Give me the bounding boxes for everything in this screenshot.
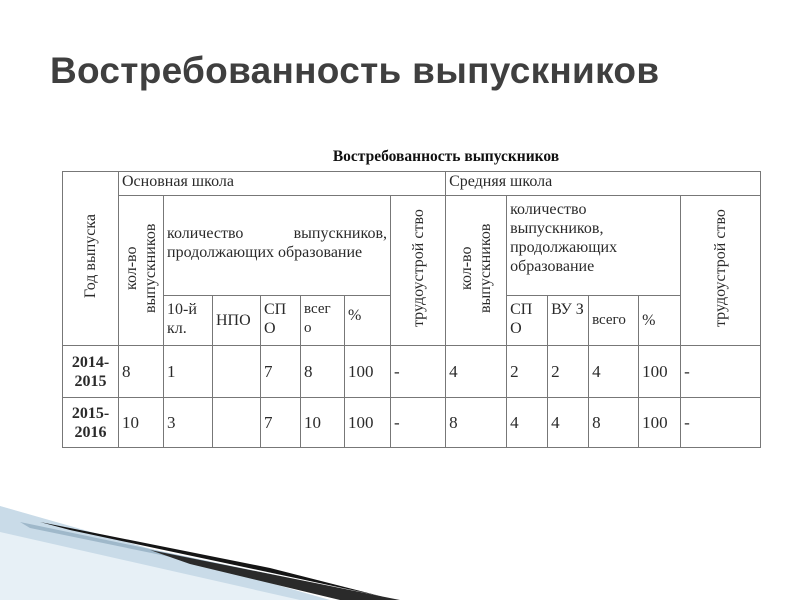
- year-header: Год выпуска: [63, 172, 119, 346]
- cell: 100: [345, 346, 391, 398]
- row-year: 2014-2015: [63, 346, 119, 398]
- cell: 1: [164, 346, 213, 398]
- cell: 4: [446, 346, 507, 398]
- cell: -: [391, 398, 446, 448]
- basic-sub-10th: 10-й кл.: [164, 296, 213, 346]
- cell: 3: [164, 398, 213, 448]
- basic-employed-header: трудоустрой ство: [391, 196, 446, 346]
- basic-sub-spo: СП О: [261, 296, 301, 346]
- cell: -: [681, 398, 761, 448]
- graduates-table: [62, 171, 761, 448]
- cell: 2: [548, 346, 589, 398]
- secondary-continuing-header: количество выпускников, продолжающих образование: [507, 196, 681, 296]
- cell: 7: [261, 398, 301, 448]
- cell: 100: [639, 398, 681, 448]
- basic-sub-percent: %: [345, 296, 391, 346]
- cell: 10: [301, 398, 345, 448]
- basic-continuing-header: количество выпускников, продолжающих образование: [164, 196, 391, 296]
- cell: 100: [345, 398, 391, 448]
- basic-school-header: Основная школа: [119, 172, 446, 196]
- basic-count-header: кол-во выпускников: [119, 196, 164, 346]
- cell: 8: [301, 346, 345, 398]
- cell: 8: [446, 398, 507, 448]
- cell: 8: [119, 346, 164, 398]
- cell: -: [391, 346, 446, 398]
- secondary-sub-vuz: ВУ З: [548, 296, 589, 346]
- cell: 4: [589, 346, 639, 398]
- scanned-table-image: [62, 148, 760, 454]
- secondary-count-header: кол-во выпускников: [446, 196, 507, 346]
- slide-title: Востребованность выпускников: [50, 50, 660, 91]
- decorative-swoosh: [0, 492, 800, 600]
- secondary-school-header: Средняя школа: [446, 172, 761, 196]
- table-row: [63, 346, 761, 398]
- cell: [213, 398, 261, 448]
- basic-sub-total: всег о: [301, 296, 345, 346]
- secondary-sub-percent: %: [639, 296, 681, 346]
- cell: 7: [261, 346, 301, 398]
- row-year: 2015-2016: [63, 398, 119, 448]
- cell: -: [681, 346, 761, 398]
- basic-sub-npo: НПО: [213, 296, 261, 346]
- secondary-sub-spo: СП О: [507, 296, 548, 346]
- secondary-employed-header: трудоустрой ство: [681, 196, 761, 346]
- cell: [213, 346, 261, 398]
- cell: 4: [507, 398, 548, 448]
- cell: 100: [639, 346, 681, 398]
- cell: 2: [507, 346, 548, 398]
- cell: 4: [548, 398, 589, 448]
- table-caption: Востребованность выпускников: [332, 148, 560, 165]
- cell: 10: [119, 398, 164, 448]
- cell: 8: [589, 398, 639, 448]
- secondary-sub-total: всего: [589, 296, 639, 346]
- table-row: [63, 398, 761, 448]
